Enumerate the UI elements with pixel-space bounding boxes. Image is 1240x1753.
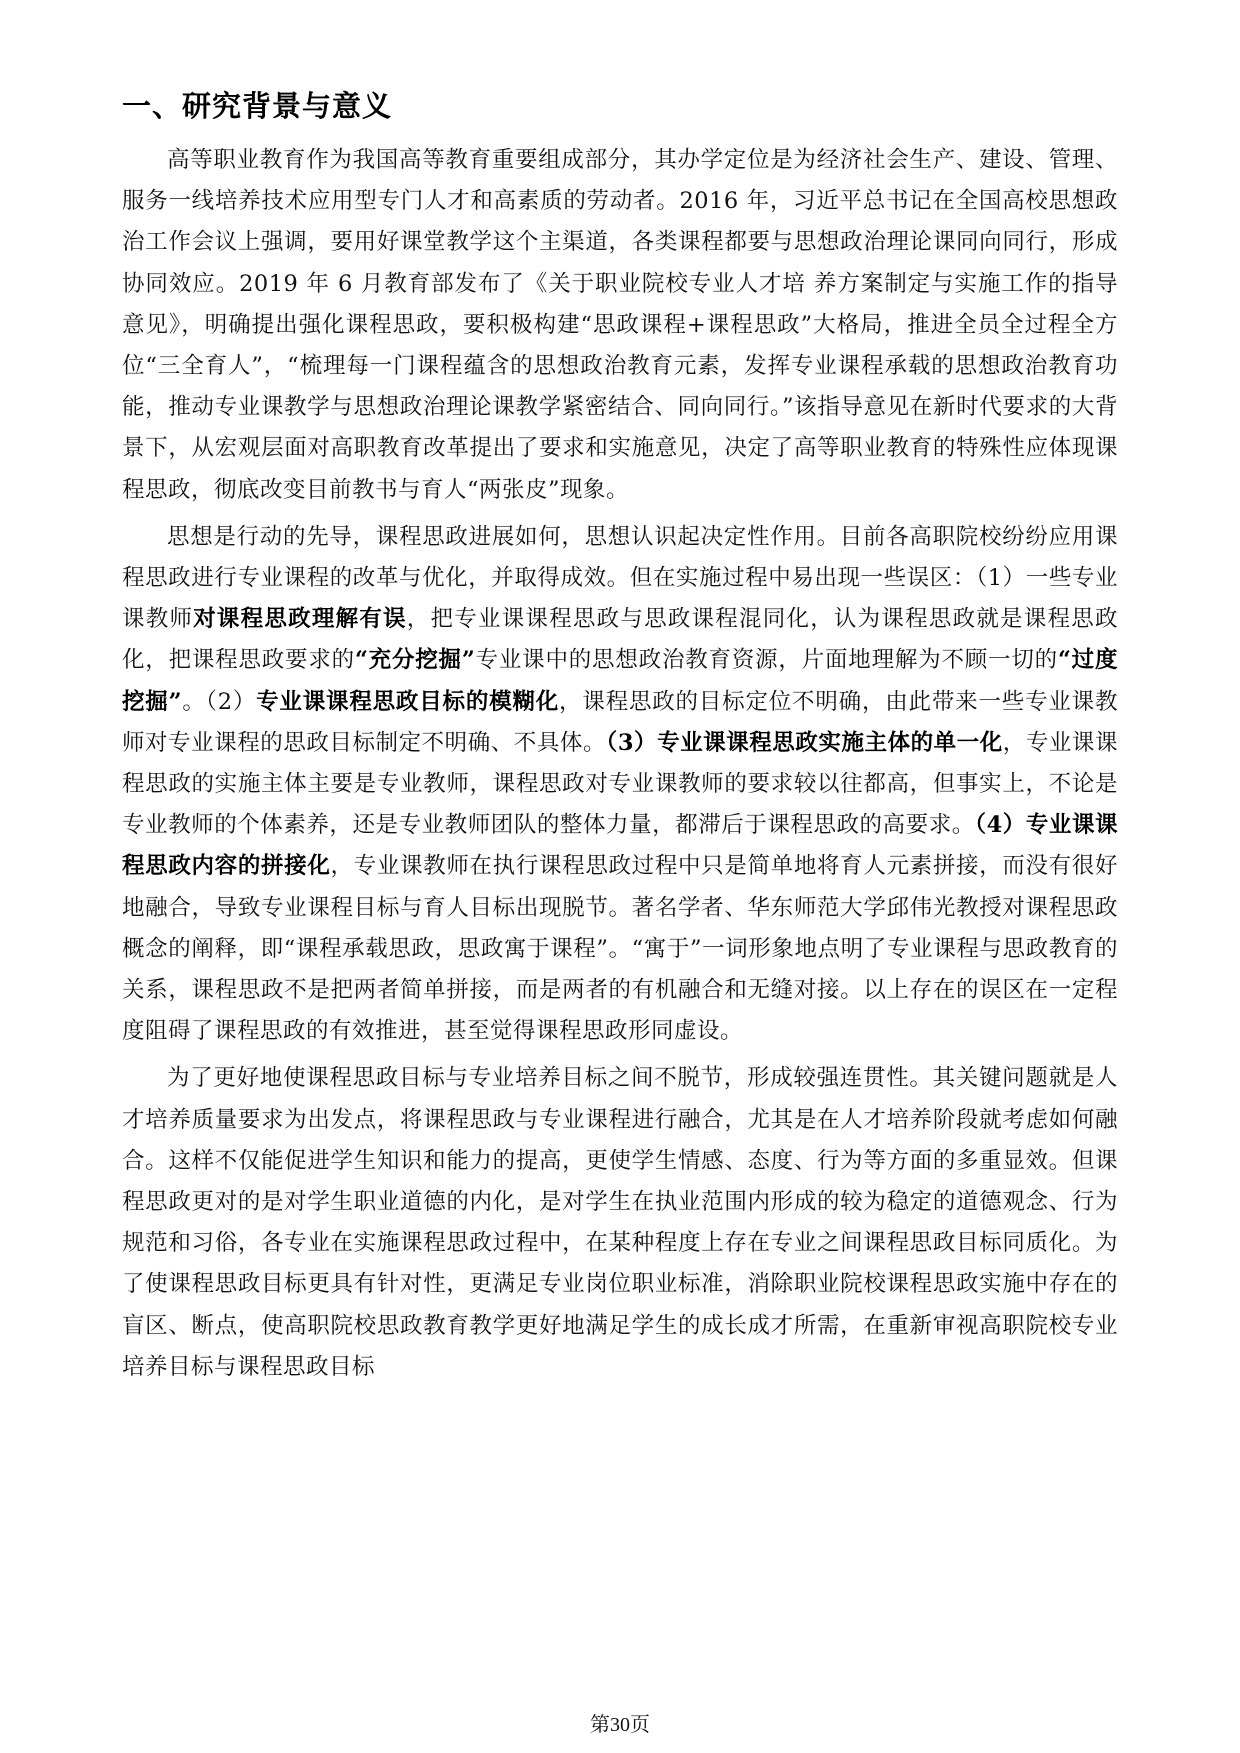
paragraph-background: 高等职业教育作为我国高等教育重要组成部分，其办学定位是为经济社会生产、建设、管理、服务一线培养技术应用型专门人才和高素质的劳动者。2016 年，习近平总书记在全国高校思想政治工作会议上强调，要用好课堂教学这个主渠道，各类课程都要与思想政治理论课同向同行，形成协同效应。2019 年 6 月教育部发布了《关于职业院校专业人才培 养方案制定与实施工作的指导意见》，明确提出强化课程思政，要积极构建“思政课程+课程思政”大格局，推进全员全过程全方位“三全育人”，“梳理每一门课程蕴含的思想政治教育元素，发挥专业课程承载的思想政治教育功能，推动专业课教学与思想政治理论课教学紧密结合、同向同行。”该指导意见在新时代要求的大背景下，从宏观层面对高职教育改革提出了要求和实施意见，决定了高等职业教育的特殊性应体现课程思政，彻底改变目前教书与育人“两张皮”现象。	[122, 147, 1118, 503]
text-run: 思想是行动的先导，课程思政进展如何，思想认识起决定性作用。目前各高职院校纷纷应用课程思政进行专业课程的改革与优化，并取得成效。但在实施过程中易出现一些误区：（1）一些专业课教师	[122, 523, 1118, 633]
text-run: 专业课中的思想政治教育资源，片面地理解为不顾一切的	[475, 647, 1058, 674]
text-run: ，专业课教师在执行课程思政过程中只是简单地将育人元素拼接，而没有很好地融合，导致专业课程目标与育人目标出现脱节。著名学者、华东师范大学邱伟光教授对课程思政概念的阐释，即“课程承载思政，思政寓于课程”。“寓于”一词形象地点明了专业课程与思政教育的关系，课程思政不是把两者简单拼接，而是两者的有机融合和无缝对接。以上存在的误区在一定程度阻碍了课程思政的有效推进，甚至觉得课程思政形同虚设。	[122, 853, 1118, 1045]
paragraph-misconceptions	[122, 517, 1118, 1053]
bold-phrase: （4）专业课课程思政内容的拼接化	[122, 812, 1118, 880]
body-text	[122, 140, 1118, 1394]
text-run: 。（2）	[182, 688, 257, 715]
paragraph-integration: 为了更好地使课程思政目标与专业培养目标之间不脱节，形成较强连贯性。其关键问题就是人才培养质量要求为出发点，将课程思政与专业课程进行融合，尤其是在人才培养阶段就考虑如何融合。这样不仅能促进学生知识和能力的提高，更使学生情感、态度、行为等方面的多重显效。但课程思政更对的是对学生职业道德的内化，是对学生在执业范围内形成的较为稳定的道德观念、行为规范和习俗，各专业在实施课程思政过程中，在某种程度上存在专业之间课程思政目标同质化。为了使课程思政目标更具有针对性，更满足专业岗位职业标准，消除职业院校课程思政实施中存在的盲区、断点，使高职院校思政教育教学更好地满足学生的成长成才所需，在重新审视高职院校专业培养目标与课程思政目标	[122, 1065, 1118, 1380]
text-run: ，课程思政的目标定位不明确，由此带来一些专业课教师对专业课程的思政目标制定不明确、不具体。	[122, 688, 1118, 756]
section-heading: 一、研究背景与意义	[122, 89, 393, 123]
bold-phrase: 对课程思政理解有误	[193, 606, 407, 633]
bold-phrase: “充分挖掘”	[354, 647, 476, 674]
bold-phrase: 专业课课程思政目标的模糊化	[256, 688, 560, 715]
text-run: ，把专业课课程思政与思政课程混同化，认为课程思政就是课程思政化，把课程思政要求的	[122, 606, 1118, 674]
bold-phrase: （3）专业课课程思政实施主体的单一化	[606, 729, 1003, 756]
text-run: ，专业课课程思政的实施主体主要是专业教师，课程思政对专业课教师的要求较以往都高，但事实上，不论是专业教师的个体素养，还是专业教师团队的整体力量，都滞后于课程思政的高要求。	[122, 729, 1118, 839]
page-number: 第30页	[590, 1714, 650, 1736]
bold-phrase: “过度挖掘”	[122, 647, 1118, 715]
